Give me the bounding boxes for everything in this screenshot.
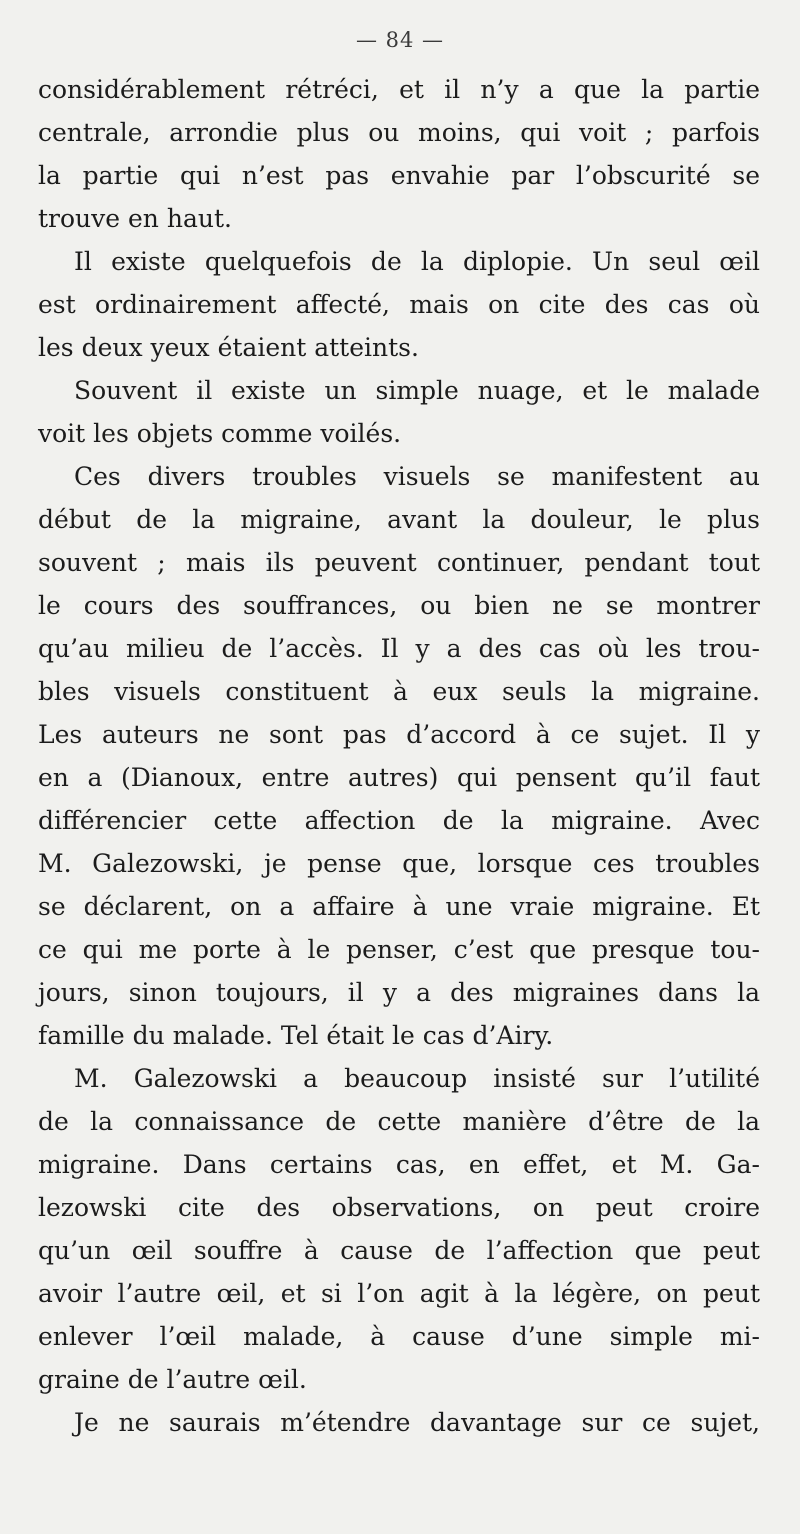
text-line: avoir l’autre œil, et si l’on agit à la légère, on peut <box>38 1279 760 1308</box>
text-line: souvent ; mais ils peuvent continuer, pendant tout <box>38 548 760 577</box>
text-line: migraine. Dans certains cas, en effet, et M. Ga- <box>38 1150 760 1179</box>
text-line: Souvent il existe un simple nuage, et le malade <box>74 376 760 405</box>
text-line: le cours des souffrances, ou bien ne se montrer <box>38 591 760 620</box>
text-line: famille du malade. Tel était le cas d’Airy. <box>38 1021 554 1050</box>
text-line: différencier cette affection de la migraine. Avec <box>38 806 760 835</box>
text-line: trouve en haut. <box>38 204 232 233</box>
text-line: centrale, arrondie plus ou moins, qui voit ; parfois <box>38 118 760 147</box>
text-line: se déclarent, on a affaire à une vraie migraine. Et <box>38 892 760 921</box>
text-line: graine de l’autre œil. <box>38 1365 307 1394</box>
text-line: considérablement rétréci, et il n’y a que la partie <box>38 75 760 104</box>
text-line: en a (Dianoux, entre autres) qui pensent qu’il faut <box>38 763 760 792</box>
text-line: Ces divers troubles visuels se manifestent au <box>74 462 760 491</box>
text-line: est ordinairement affecté, mais on cite des cas où <box>38 290 760 319</box>
text-line: Il existe quelquefois de la diplopie. Un seul œil <box>74 247 760 276</box>
text-line: M. Galezowski a beaucoup insisté sur l’utilité <box>74 1064 760 1093</box>
text-line: lezowski cite des observations, on peut croire <box>38 1193 760 1222</box>
text-line: jours, sinon toujours, il y a des migraines dans la <box>38 978 760 1007</box>
text-line: la partie qui n’est pas envahie par l’obscurité se <box>38 161 760 190</box>
text-line: enlever l’œil malade, à cause d’une simple mi- <box>38 1322 760 1351</box>
text-line: ce qui me porte à le penser, c’est que presque tou- <box>38 935 760 964</box>
text-line: qu’au milieu de l’accès. Il y a des cas où les trou- <box>38 634 760 663</box>
page-number: — 84 — <box>355 28 445 52</box>
text-line: de la connaissance de cette manière d’être de la <box>38 1107 760 1136</box>
text-line: début de la migraine, avant la douleur, le plus <box>38 505 760 534</box>
text-line: bles visuels constituent à eux seuls la migraine. <box>38 677 760 706</box>
text-line: les deux yeux étaient atteints. <box>38 333 419 362</box>
text-line: Les auteurs ne sont pas d’accord à ce sujet. Il y <box>38 720 760 749</box>
body-text <box>38 68 760 1444</box>
text-line: voit les objets comme voilés. <box>38 419 402 448</box>
text-line: Je ne saurais m’étendre davantage sur ce sujet, <box>74 1408 760 1437</box>
text-line: qu’un œil souffre à cause de l’affection que peut <box>38 1236 760 1265</box>
text-line: M. Galezowski, je pense que, lorsque ces troubles <box>38 849 760 878</box>
